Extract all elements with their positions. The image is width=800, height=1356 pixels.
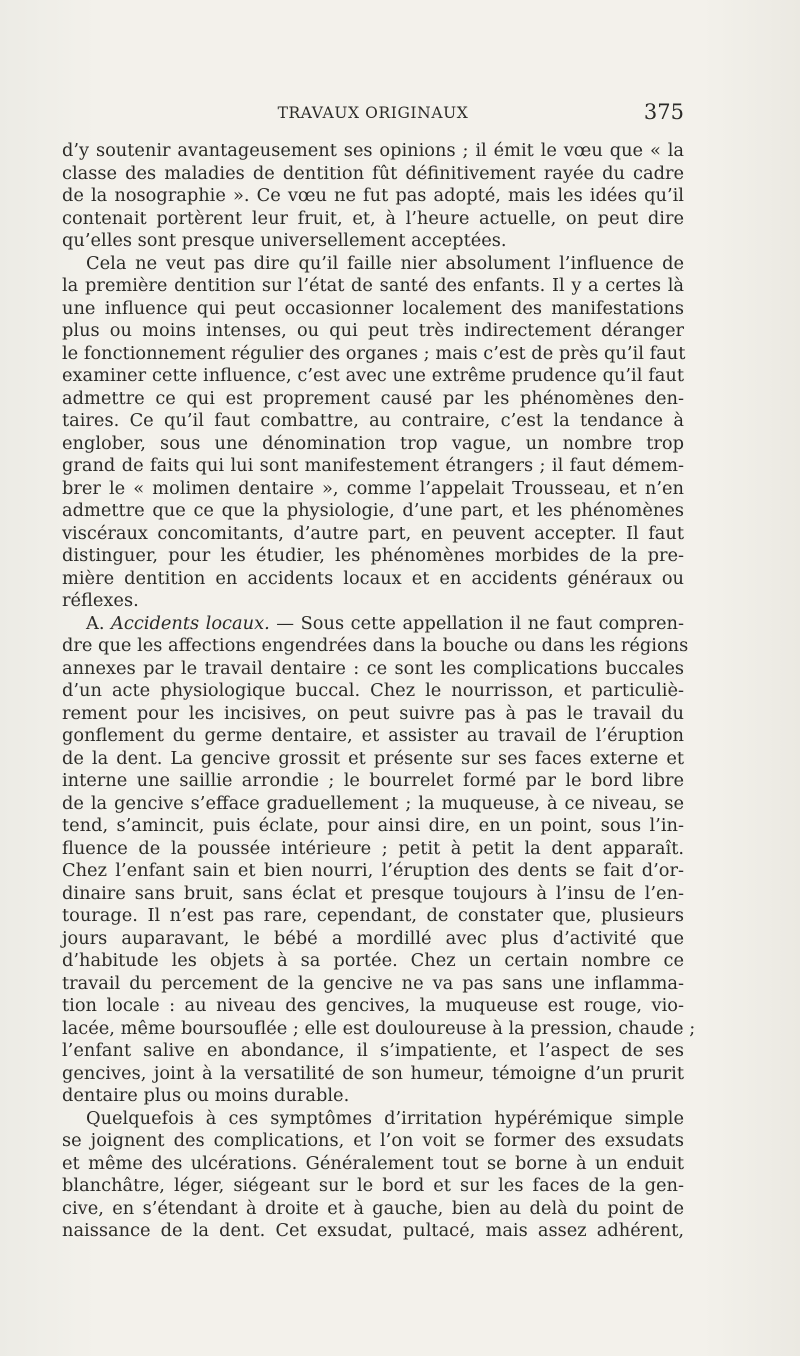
text-line: dentaire plus ou moins durable.: [62, 1085, 350, 1106]
running-title: TRAVAUX ORIGINAUX: [277, 104, 469, 122]
text-line: mière dentition en accidents locaux et en accidents généraux ou: [62, 567, 684, 589]
text-line: de la dent. La gencive grossit et présente sur ses faces externe et: [62, 747, 684, 769]
text-line: naissance de la dent. Cet exsudat, pultacé, mais assez adhérent,: [62, 1220, 684, 1241]
text-line: distinguer, pour les étudier, les phénomènes morbides de la pre-: [62, 545, 684, 566]
text-line: [62, 613, 684, 636]
text-line: d’habitude les objets à sa portée. Chez un certain nombre ce: [62, 950, 684, 971]
text-line: jours auparavant, le bébé a mordillé avec plus d’activité que: [62, 927, 684, 949]
text-line: contenait portèrent leur fruit, et, à l’heure actuelle, on peut dire: [62, 207, 684, 229]
text-line: admettre ce qui est proprement causé par les phénomènes den-: [62, 387, 684, 409]
running-head: [62, 100, 684, 130]
text-line: englober, sous une dénomination trop vague, un nombre trop: [62, 432, 684, 454]
text-line: travail du percement de la gencive ne va pas sans une inflamma-: [62, 972, 684, 994]
text-line: plus ou moins intenses, ou qui peut très indirectement déranger: [62, 320, 684, 341]
body-text: [62, 140, 696, 1243]
text-line: rement pour les incisives, on peut suivre pas à pas le travail du: [62, 702, 684, 724]
text-line: d’un acte physiologique buccal. Chez le nourrisson, et particuliè-: [62, 680, 684, 701]
text-line: grand de faits qui lui sont manifestement étrangers ; il faut démem-: [62, 455, 684, 476]
text-line: et même des ulcérations. Généralement tout se borne à un enduit: [62, 1152, 684, 1174]
text-line-rest: — Sous cette appellation il ne faut compren-: [269, 612, 684, 634]
text-line: l’enfant salive en abondance, il s’impatiente, et l’aspect de ses: [62, 1040, 684, 1061]
text-line-prefix: A.: [86, 612, 112, 634]
text-line: réflexes.: [62, 590, 139, 611]
text-line: admettre que ce que la physiologie, d’une part, et les phénomènes: [62, 500, 684, 521]
text-line: examiner cette influence, c’est avec une extrême prudence qu’il faut: [62, 365, 684, 386]
text-line: qu’elles sont presque universellement acceptées.: [62, 230, 507, 251]
page-number: 375: [643, 100, 684, 124]
text-line: lacée, même boursouflée ; elle est douloureuse à la pression, chaude ;: [62, 1017, 696, 1039]
text-line: tourage. Il n’est pas rare, cependant, de constater que, plusieurs: [62, 905, 684, 926]
text-line: la première dentition sur l’état de santé des enfants. Il y a certes là: [62, 275, 684, 296]
text-line: brer le « molimen dentaire », comme l’appelait Trousseau, et n’en: [62, 477, 684, 499]
text-line: taires. Ce qu’il faut combattre, au contraire, c’est la tendance à: [62, 410, 684, 431]
text-line: Chez l’enfant sain et bien nourri, l’éruption des dents se fait d’or-: [62, 860, 684, 881]
text-line: blanchâtre, léger, siégeant sur le bord et sur les faces de la gen-: [62, 1175, 684, 1196]
text-line: d’y soutenir avantageusement ses opinions ; il émit le vœu que « la: [62, 140, 684, 161]
text-line: le fonctionnement régulier des organes ; mais c’est de près qu’il faut: [62, 342, 686, 364]
text-line: tend, s’amincit, puis éclate, pour ainsi dire, en un point, sous l’in-: [62, 815, 684, 836]
text-line: Quelquefois à ces symptômes d’irritation hypérémique simple: [86, 1107, 684, 1129]
text-line: dre que les affections engendrées dans la bouche ou dans les régions: [62, 635, 689, 656]
text-line: gencives, joint à la versatilité de son humeur, témoigne d’un prurit: [62, 1062, 684, 1084]
text-line: de la nosographie ». Ce vœu ne fut pas adopté, mais les idées qu’il: [62, 185, 684, 206]
text-line: gonflement du germe dentaire, et assister au travail de l’éruption: [62, 725, 684, 746]
text-line: se joignent des complications, et l’on voit se former des exsudats: [62, 1130, 684, 1151]
text-line: de la gencive s’efface graduellement ; la muqueuse, à ce niveau, se: [62, 792, 684, 814]
text-line: une influence qui peut occasionner localement des manifestations: [62, 297, 684, 319]
text-line: annexes par le travail dentaire : ce sont les complications buccales: [62, 657, 684, 679]
text-line: classe des maladies de dentition fût définitivement rayée du cadre: [62, 162, 684, 184]
text-line: dinaire sans bruit, sans éclat et presque toujours à l’insu de l’en-: [62, 882, 684, 904]
text-line: fluence de la poussée intérieure ; petit à petit la dent apparaît.: [62, 837, 684, 859]
text-line: cive, en s’étendant à droite et à gauche, bien au delà du point de: [62, 1197, 684, 1219]
text-line: Cela ne veut pas dire qu’il faille nier absolument l’influence de: [86, 252, 684, 274]
text-line: interne une saillie arrondie ; le bourrelet formé par le bord libre: [62, 770, 684, 791]
section-heading-italic: Accidents locaux.: [111, 612, 270, 634]
text-line: viscéraux concomitants, d’autre part, en peuvent accepter. Il faut: [62, 522, 684, 544]
text-line: tion locale : au niveau des gencives, la muqueuse est rouge, vio-: [62, 995, 684, 1016]
